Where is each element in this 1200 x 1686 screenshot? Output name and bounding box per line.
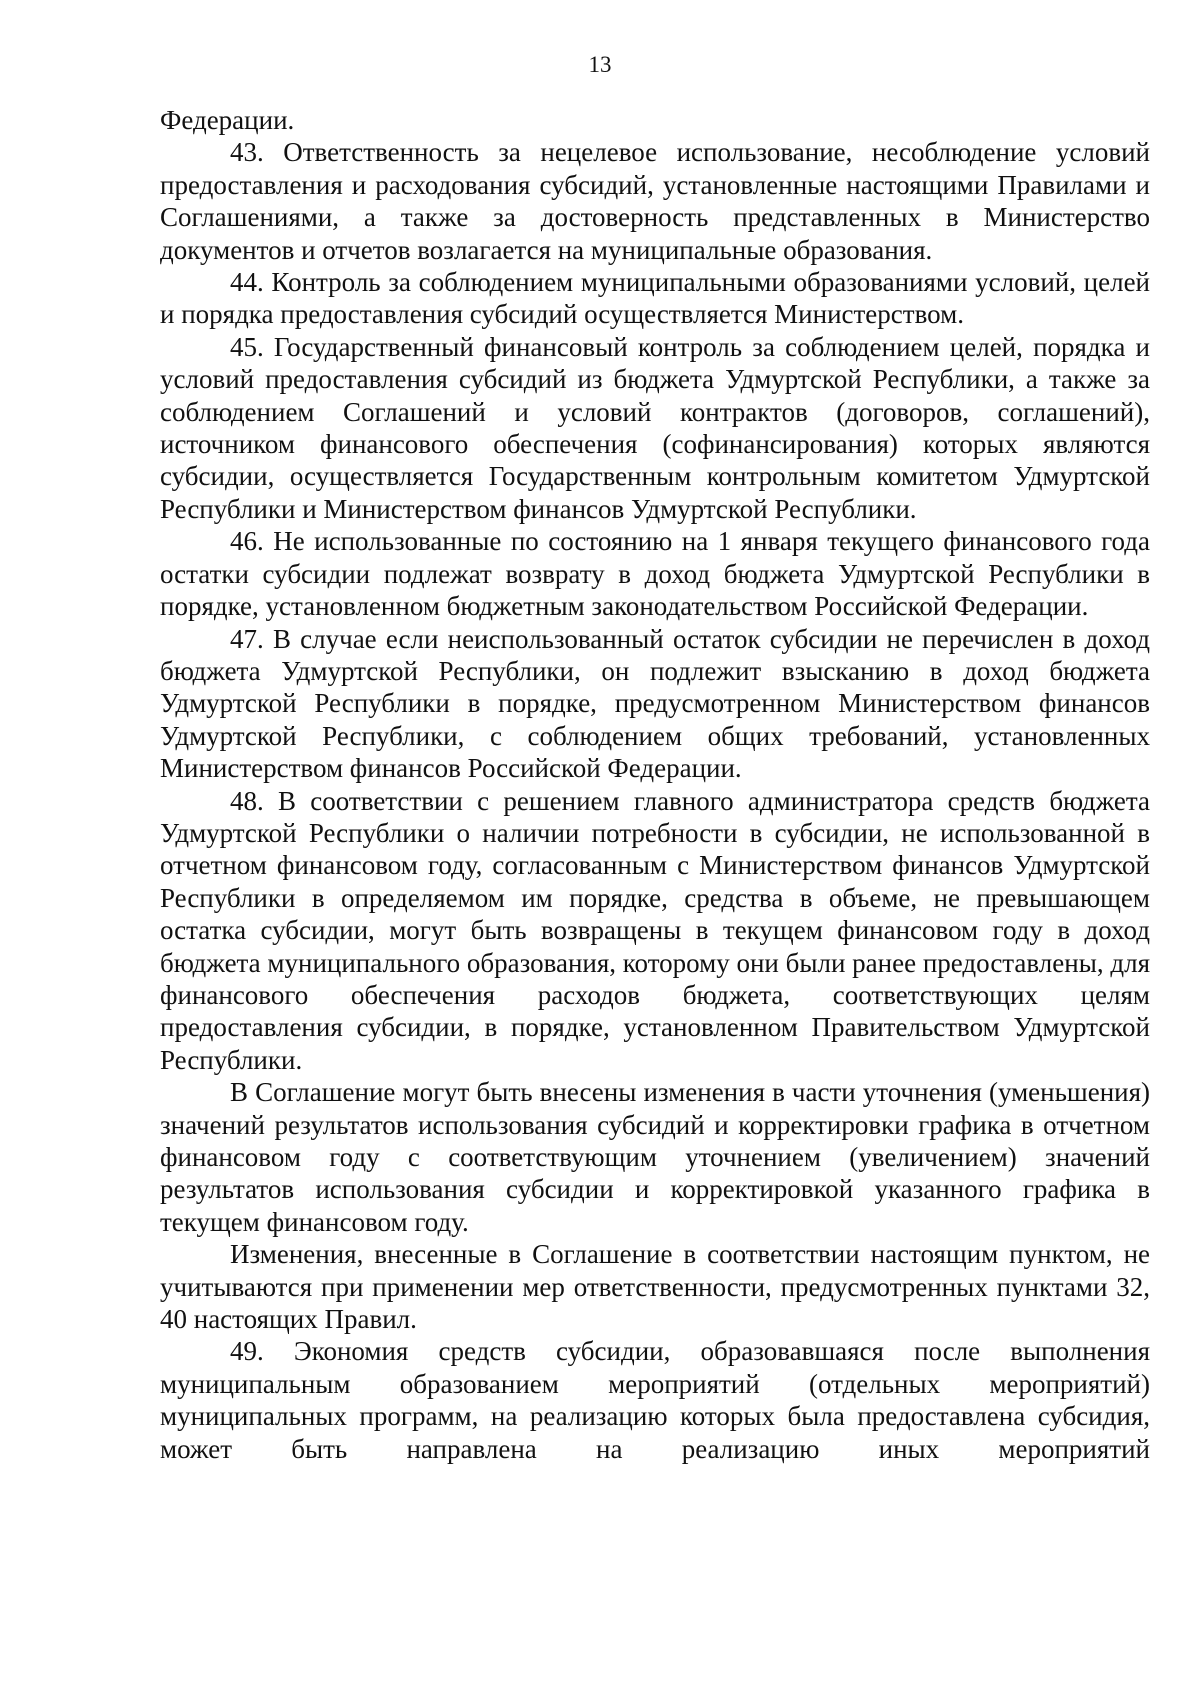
- paragraph-44: 44. Контроль за соблюдением муниципальными образованиями условий, целей и порядка предоставления субсидий осуществляется Министерством.: [160, 267, 1150, 330]
- paragraph-49: 49. Экономия средств субсидии, образовавшаяся после выполнения муниципальным образованием мероприятий (отдельных мероприятий) муниципальных программ, на реализацию которых была предоставлена субсидия, может быть направлена на реализацию иных мероприятий: [160, 1336, 1150, 1464]
- paragraph-agreement-changes: В Соглашение могут быть внесены изменения в части уточнения (уменьшения) значений результатов использования субсидий и корректировки графика в отчетном финансовом году с соответствующим уточнением (увеличением) значений результатов использования субсидии и корректировкой указанного графика в текущем финансовом году.: [160, 1077, 1150, 1237]
- paragraph-46: 46. Не использованные по состоянию на 1 января текущего финансового года остатки субсидии подлежат возврату в доход бюджета Удмуртской Республики в порядке, установленном бюджетным законодательством Российской Федерации.: [160, 526, 1150, 622]
- paragraph-43: 43. Ответственность за нецелевое использование, несоблюдение условий предоставления и расходования субсидий, установленные настоящими Правилами и Соглашениями, а также за достоверность представленных в Министерство документов и отчетов возлагается на муниципальные образования.: [160, 137, 1150, 265]
- paragraph-48: 48. В соответствии с решением главного администратора средств бюджета Удмуртской Республики о наличии потребности в субсидии, не использованной в отчетном финансовом году, согласованным с Министерством финансов Удмуртской Республики в определяемом им порядке, средства в объеме, не превышающем остатка субсидии, могут быть возвращены в текущем финансовом году в доход бюджета муниципального образования, которому они были ранее предоставлены, для финансового обеспечения расходов бюджета, соответствующих целям предоставления субсидии, в порядке, установленном Правительством Удмуртской Республики.: [160, 785, 1150, 1075]
- document-body: [160, 104, 1150, 1465]
- paragraph-changes-note: Изменения, внесенные в Соглашение в соответствии настоящим пунктом, не учитываются при применении мер ответственности, предусмотренных пунктами 32, 40 настоящих Правил.: [160, 1239, 1150, 1335]
- paragraph-47: 47. В случае если неиспользованный остаток субсидии не перечислен в доход бюджета Удмуртской Республики, он подлежит взысканию в доход бюджета Удмуртской Республики в порядке, предусмотренном Министерством финансов Удмуртской Республики, с соблюдением общих требований, установленных Министерством финансов Российской Федерации.: [160, 623, 1150, 784]
- paragraph-continuation: Федерации.: [160, 105, 295, 135]
- paragraph-45: 45. Государственный финансовый контроль за соблюдением целей, порядка и условий предоставления субсидий из бюджета Удмуртской Республики, а также за соблюдением Соглашений и условий контрактов (договоров, соглашений), источником финансового обеспечения (софинансирования) которых являются субсидии, осуществляется Государственным контрольным комитетом Удмуртской Республики и Министерством финансов Удмуртской Республики.: [160, 331, 1150, 524]
- page-number: 13: [588, 52, 612, 77]
